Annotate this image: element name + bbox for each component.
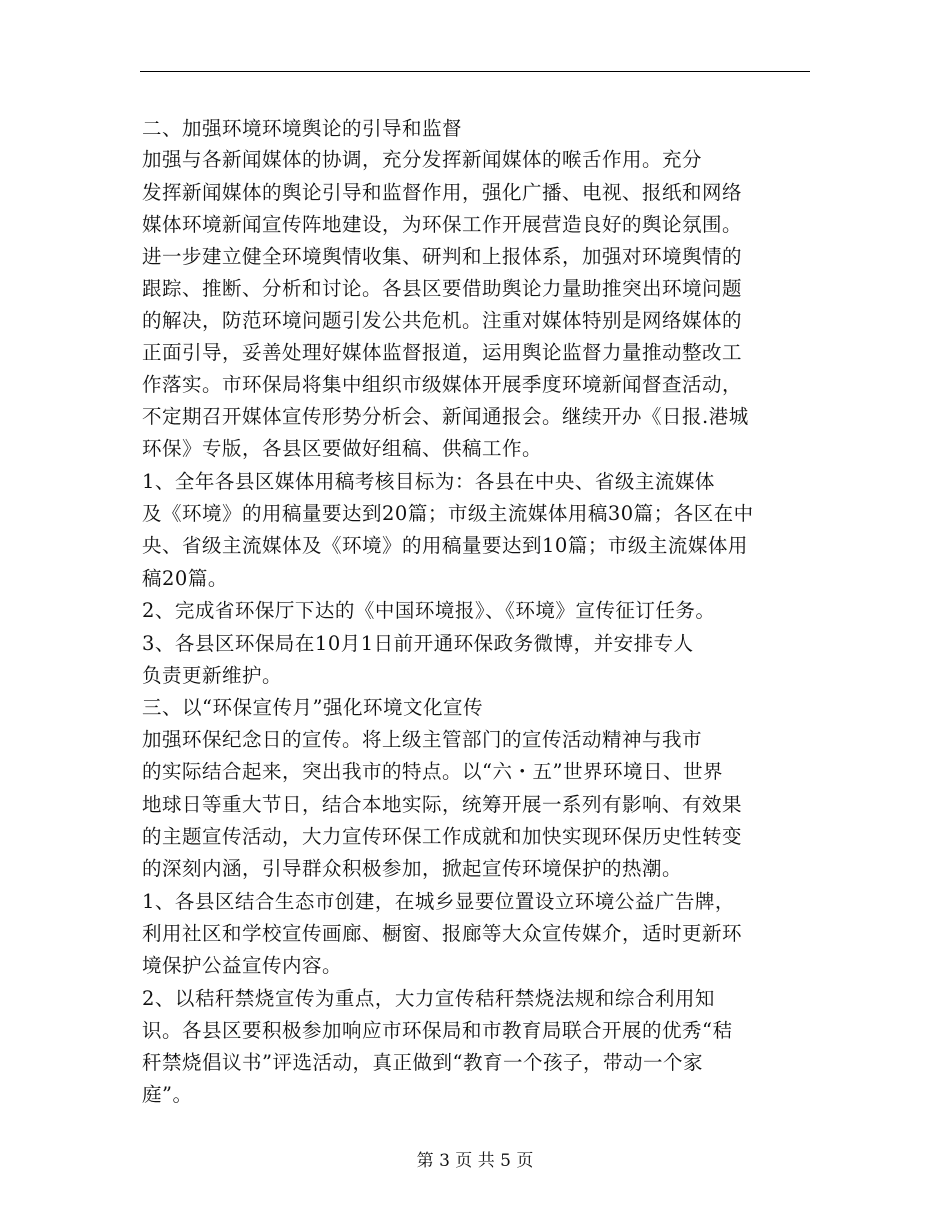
text-line: 的解决，防范环境问题引发公共危机。注重对媒体特别是网络媒体的 — [142, 309, 743, 332]
text-line: 及《环境》的用稿量要达到20篇；市级主流媒体用稿30篇；各区在中 — [142, 502, 754, 525]
text-line: 二、加强环境环境舆论的引导和监督 — [142, 117, 463, 140]
text-line: 1、各县区结合生态市创建，在城乡显要位置设立环境公益广告牌， — [142, 890, 735, 913]
text-line: 加强环保纪念日的宣传。将上级主管部门的宣传活动精神与我市 — [142, 728, 703, 751]
text-line: 媒体环境新闻宣传阵地建设，为环保工作开展营造良好的舆论氛围。 — [142, 213, 743, 236]
text-line: 地球日等重大节日，结合本地实际，统筹开展一系列有影响、有效果 — [142, 793, 743, 816]
header-rule — [140, 71, 810, 72]
text-line: 的主题宣传活动，大力宣传环保工作成就和加快实现环保历史性转变 — [142, 825, 743, 848]
text-line: 稿20篇。 — [142, 567, 228, 590]
text-line: 利用社区和学校宣传画廊、橱窗、报廊等大众宣传媒介，适时更新环 — [142, 922, 743, 945]
text-line: 加强与各新闻媒体的协调，充分发挥新闻媒体的喉舌作用。充分 — [142, 148, 703, 171]
text-line: 央、省级主流媒体及《环境》的用稿量要达到10篇；市级主流媒体用 — [142, 534, 748, 557]
text-line: 正面引导，妥善处理好媒体监督报道，运用舆论监督力量推动整改工 — [142, 341, 743, 364]
text-line: 庭”。 — [142, 1083, 193, 1106]
text-line: 环保》专版，各县区要做好组稿、供稿工作。 — [142, 437, 543, 460]
text-line: 不定期召开媒体宣传形势分析会、新闻通报会。继续开办《日报.港城 — [142, 405, 749, 428]
text-line: 发挥新闻媒体的舆论引导和监督作用，强化广播、电视、报纸和网络 — [142, 181, 743, 204]
text-line: 境保护公益宣传内容。 — [142, 954, 343, 977]
text-line: 跟踪、推断、分析和讨论。各县区要借助舆论力量助推突出环境问题 — [142, 277, 743, 300]
text-line: 的深刻内涵，引导群众积极参加，掀起宣传环境保护的热潮。 — [142, 857, 683, 880]
text-line: 的实际结合起来，突出我市的特点。以“六・五”世界环境日、世界 — [142, 760, 723, 783]
text-line: 作落实。市环保局将集中组织市级媒体开展季度环境新闻督查活动， — [142, 373, 743, 396]
text-line: 三、以“环保宣传月”强化环境文化宣传 — [142, 696, 483, 719]
page-footer: 第 3 页 共 5 页 — [416, 1151, 534, 1171]
text-line: 2、完成省环保厅下达的《中国环境报》、《环境》宣传征订任务。 — [142, 599, 716, 622]
text-line: 进一步建立健全环境舆情收集、研判和上报体系，加强对环境舆情的 — [142, 245, 743, 268]
text-line: 2、以秸秆禁烧宣传为重点，大力宣传秸秆禁烧法规和综合利用知 — [142, 987, 715, 1010]
text-line: 负责更新维护。 — [142, 664, 283, 687]
text-line: 识。各县区要积极参加响应市环保局和市教育局联合开展的优秀“秸 — [142, 1019, 733, 1042]
text-line: 秆禁烧倡议书”评选活动，真正做到“教育一个孩子，带动一个家 — [142, 1051, 703, 1074]
text-line: 1、全年各县区媒体用稿考核目标为：各县在中央、省级主流媒体 — [142, 470, 715, 493]
text-line: 3、各县区环保局在10月1日前开通环保政务微博，并安排专人 — [142, 632, 694, 655]
